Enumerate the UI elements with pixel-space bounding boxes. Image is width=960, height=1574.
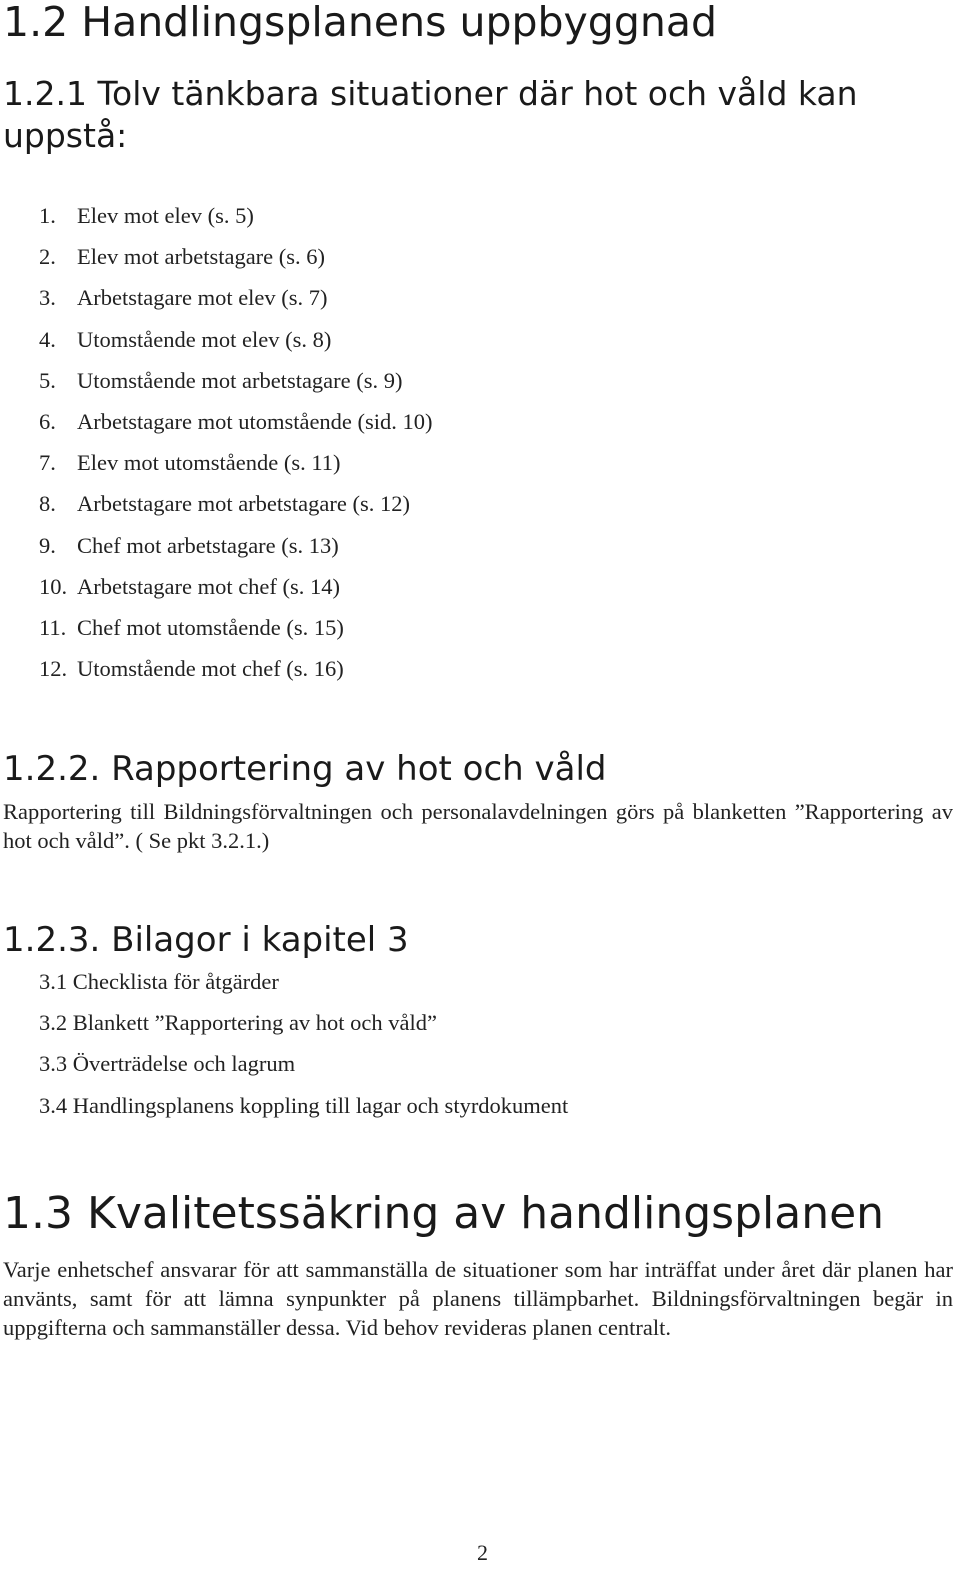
section-heading-1-2-3: 1.2.3. Bilagor i kapitel 3 <box>3 920 409 960</box>
list-item-text: Arbetstagare mot chef (s. 14) <box>77 573 341 599</box>
section-heading-1-2-1: 1.2.1 Tolv tänkbara situationer där hot och våld kan uppstå: <box>3 74 858 155</box>
list-item-text: Elev mot elev (s. 5) <box>77 203 254 228</box>
list-item <box>39 364 433 405</box>
list-item <box>39 405 433 446</box>
list-item <box>39 446 433 487</box>
list-item-number: 10. <box>39 573 68 599</box>
list-item-number: 7. <box>39 450 56 476</box>
list-item <box>39 199 433 240</box>
list-item <box>39 487 433 528</box>
list-item-number: 3. <box>39 285 56 311</box>
page-number: 2 <box>477 1540 488 1565</box>
list-item-text: Utomstående mot arbetstagare (s. 9) <box>77 367 403 393</box>
appendix-item: 3.3 Överträdelse och lagrum <box>39 1051 296 1077</box>
list-item-text: Utomstående mot elev (s. 8) <box>77 326 332 352</box>
list-item-text: Elev mot utomstående (s. 11) <box>77 450 341 476</box>
list-item-text: Arbetstagare mot arbetstagare (s. 12) <box>77 491 410 517</box>
list-item-text: Elev mot arbetstagare (s. 6) <box>77 244 326 270</box>
list-item <box>39 281 433 322</box>
situations-list <box>39 199 433 693</box>
appendix-list <box>39 965 568 1130</box>
section-heading-1-2-2: 1.2.2. Rapportering av hot och våld <box>3 749 607 789</box>
appendix-item: 3.4 Handlingsplanens koppling till lagar och styrdokument <box>39 1092 569 1118</box>
list-item <box>39 611 433 652</box>
list-item-text: Utomstående mot chef (s. 16) <box>77 656 344 682</box>
list-item-number: 9. <box>39 532 56 558</box>
reporting-paragraph: Rapportering till Bildningsförvaltningen och personalavdelningen görs på blanketten ”Rapportering av hot och våld”. ( Se pkt 3.2.1.) <box>3 799 953 853</box>
list-item-number: 5. <box>39 367 56 393</box>
list-item-number: 12. <box>39 656 68 682</box>
appendix-item: 3.1 Checklista för åtgärder <box>39 969 279 994</box>
list-item-number: 11. <box>39 614 67 640</box>
list-item-text: Arbetstagare mot elev (s. 7) <box>77 285 328 311</box>
list-item <box>39 529 433 570</box>
list-item-text: Chef mot utomstående (s. 15) <box>77 614 344 640</box>
list-item <box>39 240 433 281</box>
list-item <box>39 652 433 693</box>
list-item-number: 4. <box>39 326 56 352</box>
section-heading-1-2: 1.2 Handlingsplanens uppbyggnad <box>3 0 717 46</box>
quality-paragraph: Varje enhetschef ansvarar för att sammanställa de situationer som har inträffat under året där planen har använts, samt för att lämna synpunkter på planens tillämpbarhet. Bildningsförvaltningen begär in uppgifterna och sammanställer dessa. Vid behov revideras planen centralt. <box>3 1257 953 1340</box>
list-item-number: 2. <box>39 244 56 270</box>
list-item-text: Chef mot arbetstagare (s. 13) <box>77 532 339 558</box>
list-item-number: 6. <box>39 408 56 434</box>
list-item <box>39 323 433 364</box>
list-item <box>39 570 433 611</box>
list-item-text: Arbetstagare mot utomstående (sid. 10) <box>77 408 433 434</box>
list-item-number: 8. <box>39 491 56 517</box>
appendix-item: 3.2 Blankett ”Rapportering av hot och våld” <box>39 1010 438 1036</box>
section-heading-1-3: 1.3 Kvalitetssäkring av handlingsplanen <box>3 1188 885 1239</box>
list-item-number: 1. <box>39 203 56 228</box>
